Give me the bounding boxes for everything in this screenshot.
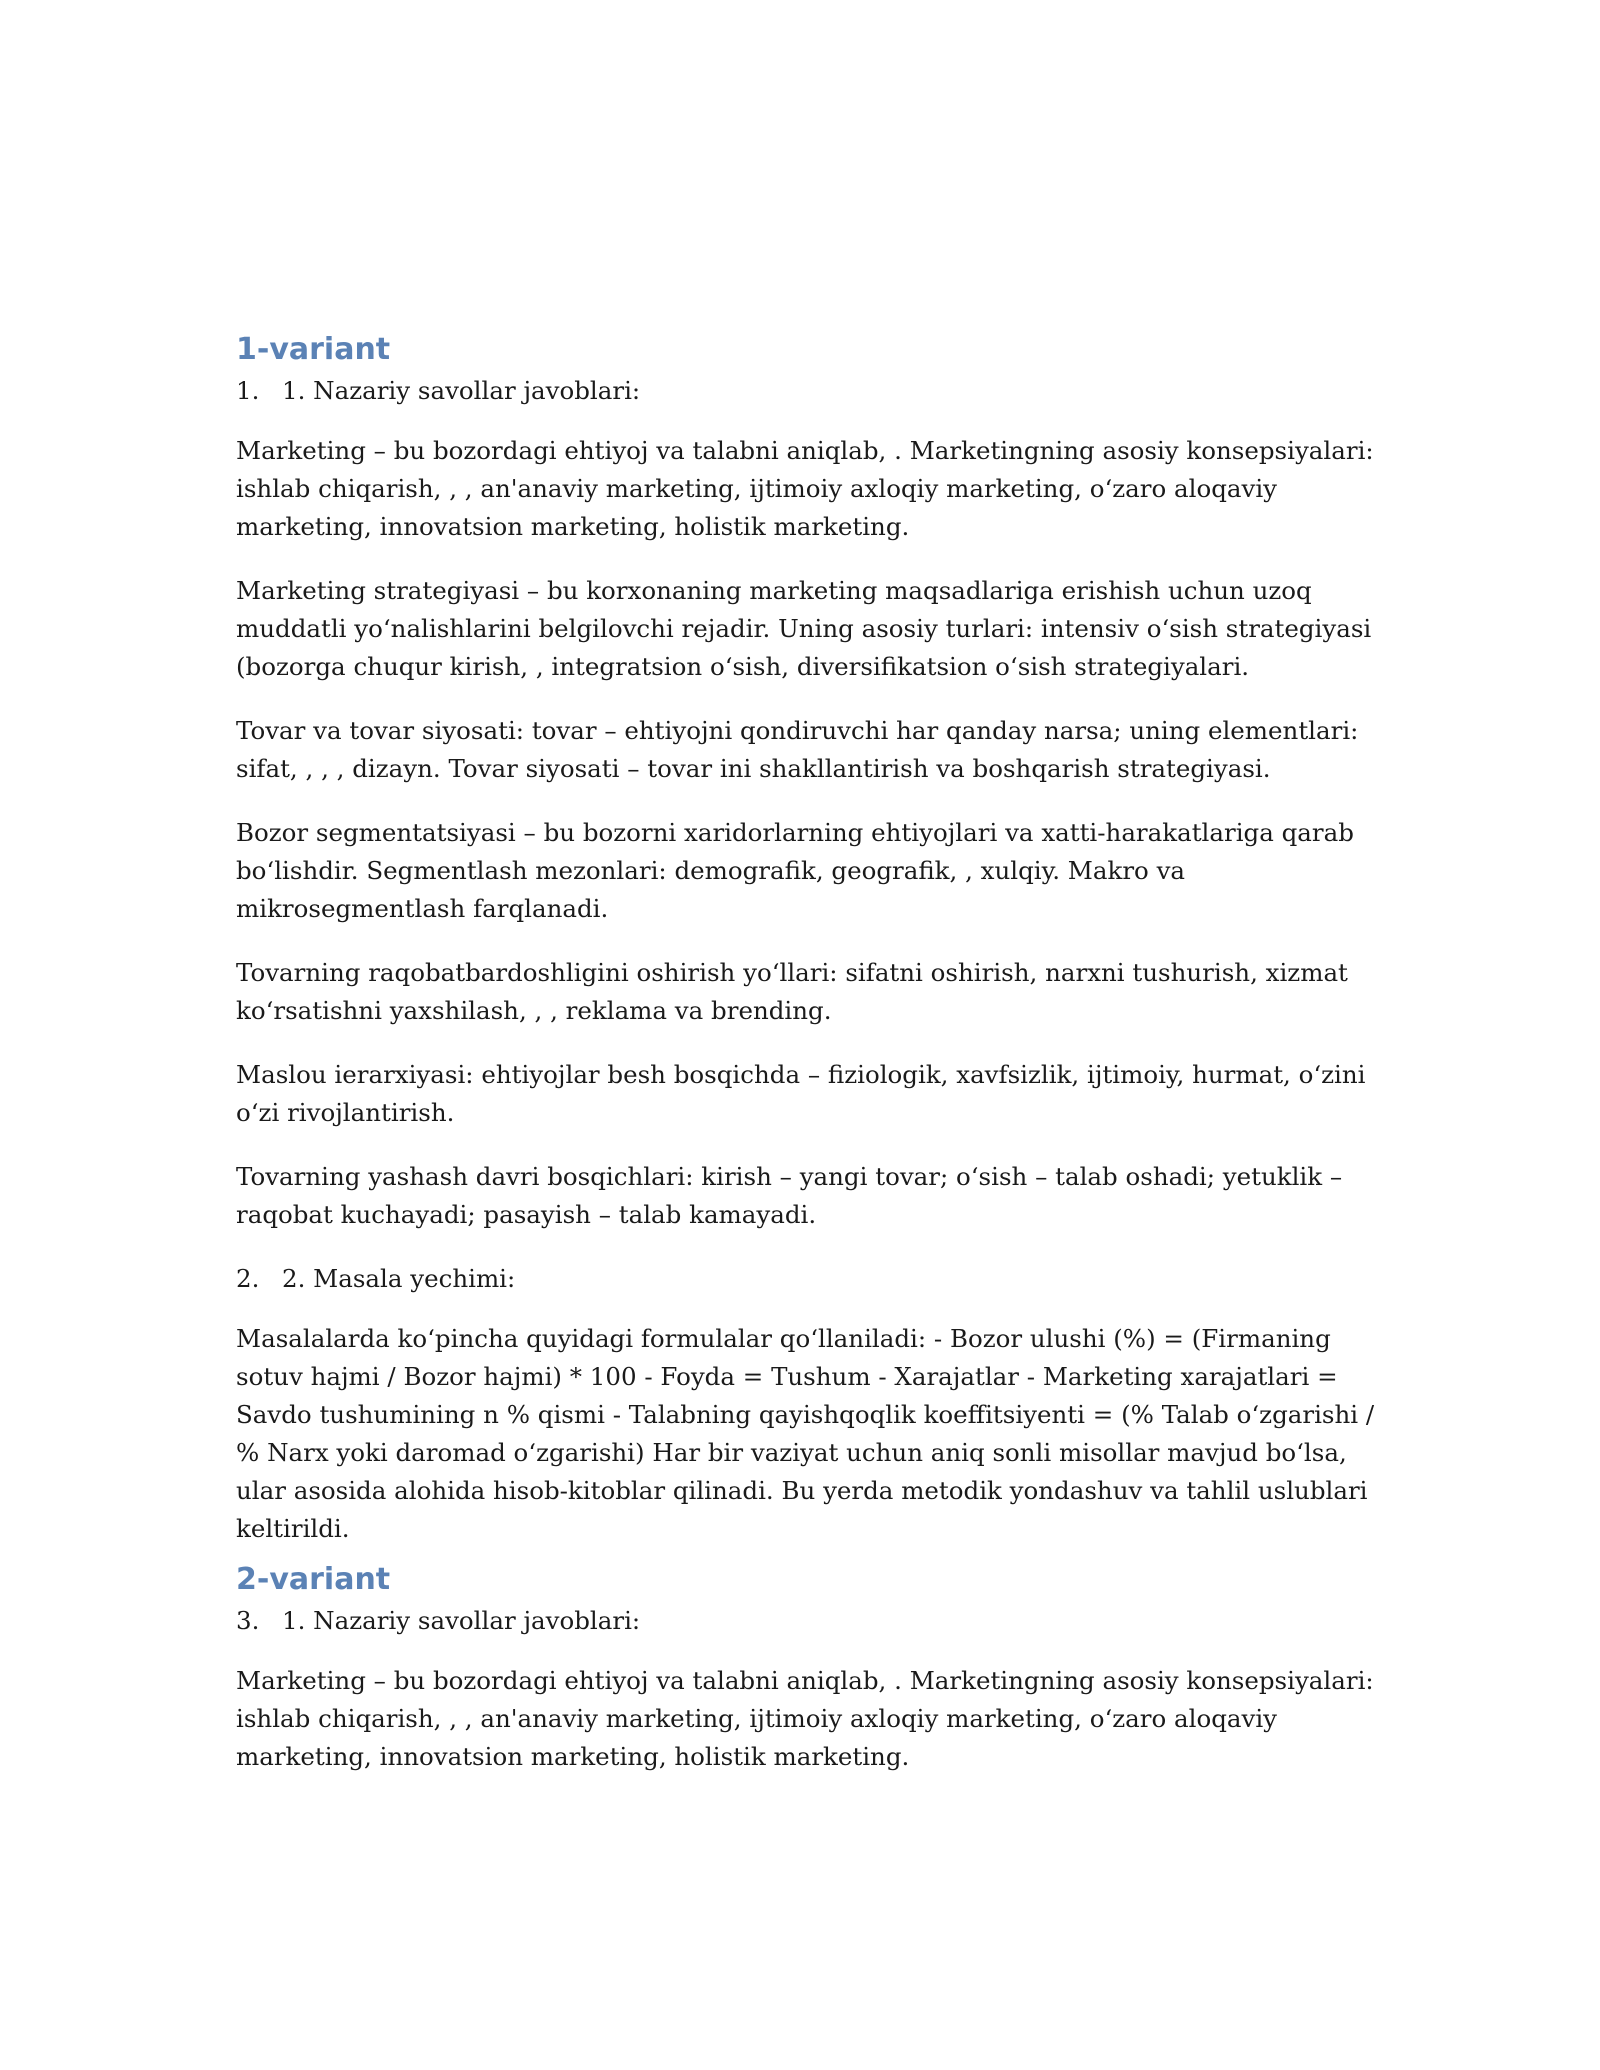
variant-2-heading: 2-variant [236,1562,391,1597]
paragraph-product-policy: Tovar va tovar siyosati: tovar – ehtiyojni qondiruvchi har qanday narsa; uning elementlari: sifat, , , , dizayn. Tovar siyosati – tovar ini shakllantirish va boshqarish strategiyasi. [236,716,1359,783]
paragraph-marketing-definition-2: Marketing – bu bozordagi ehtiyoj va talabni aniqlab, . Marketingning asosiy konsepsiyalari: ishlab chiqarish, , , an'anaviy marketing, ijtimoiy axloqiy marketing, oʻzaro aloqaviy marketing, innovatsion marketing, holistik marketing. [236,1666,1374,1771]
item-text: 2. Masala yechimi: [282,1264,516,1293]
paragraph-marketing-strategy: Marketing strategiyasi – bu korxonaning marketing maqsadlariga erishish uchun uzoq muddatli yoʻnalishlarini belgilovchi rejadir. Uning asosiy turlari: intensiv oʻsish strategiyasi (bozorga chuqur kirish, , integratsion oʻsish, diversifikatsion oʻsish strategiyalari. [236,576,1372,681]
paragraph-maslow-hierarchy: Maslou ierarxiyasi: ehtiyojlar besh bosqichda – fiziologik, xavfsizlik, ijtimoiy, hurmat, oʻzini oʻzi rivojlantirish. [236,1060,1366,1127]
paragraph-market-segmentation: Bozor segmentatsiyasi – bu bozorni xaridorlarning ehtiyojlari va xatti-harakatlariga qarab boʻlishdir. Segmentlash mezonlari: demografik, geografik, , xulqiy. Makro va mikrosegmentlash farqlanadi. [236,818,1354,923]
item-number: 3. [236,1606,260,1635]
paragraph-product-life-cycle: Tovarning yashash davri bosqichlari: kirish – yangi tovar; oʻsish – talab oshadi; yetuklik – raqobat kuchayadi; pasayish – talab kamayadi. [236,1162,1343,1229]
document-content [236,330,1376,1802]
numbered-item-3 [236,1602,1376,1640]
item-number: 1. [236,376,260,405]
item-text: 1. Nazariy savollar javoblari: [282,1606,641,1635]
numbered-item-2 [236,1260,1376,1298]
paragraph-solution: Masalalarda koʻpincha quyidagi formulalar qoʻllaniladi: - Bozor ulushi (%) = (Firmaning sotuv hajmi / Bozor hajmi) * 100 - Foyda = Tushum - Xarajatlar - Marketing xarajatlari = Savdo tushumining n % qismi - Talabning qayishqoqlik koeffitsiyenti = (% Talab oʻzgarishi / % Narx yoki daromad oʻzgarishi) Har bir vaziyat uchun aniq sonli misollar mavjud boʻlsa, ular asosida alohida hisob-kitoblar qilinadi. Bu yerda metodik yondashuv va tahlil uslublari keltirildi. [236,1324,1375,1543]
item-number: 2. [236,1264,260,1293]
numbered-item-1 [236,372,1376,410]
variant-1-heading: 1-variant [236,332,391,367]
item-text: 1. Nazariy savollar javoblari: [282,376,641,405]
paragraph-competitiveness: Tovarning raqobatbardoshligini oshirish yoʻllari: sifatni oshirish, narxni tushurish, xizmat koʻrsatishni yaxshilash, , , reklama va brending. [236,958,1348,1025]
paragraph-marketing-definition: Marketing – bu bozordagi ehtiyoj va talabni aniqlab, . Marketingning asosiy konsepsiyalari: ishlab chiqarish, , , an'anaviy marketing, ijtimoiy axloqiy marketing, oʻzaro aloqaviy marketing, innovatsion marketing, holistik marketing. [236,436,1374,541]
